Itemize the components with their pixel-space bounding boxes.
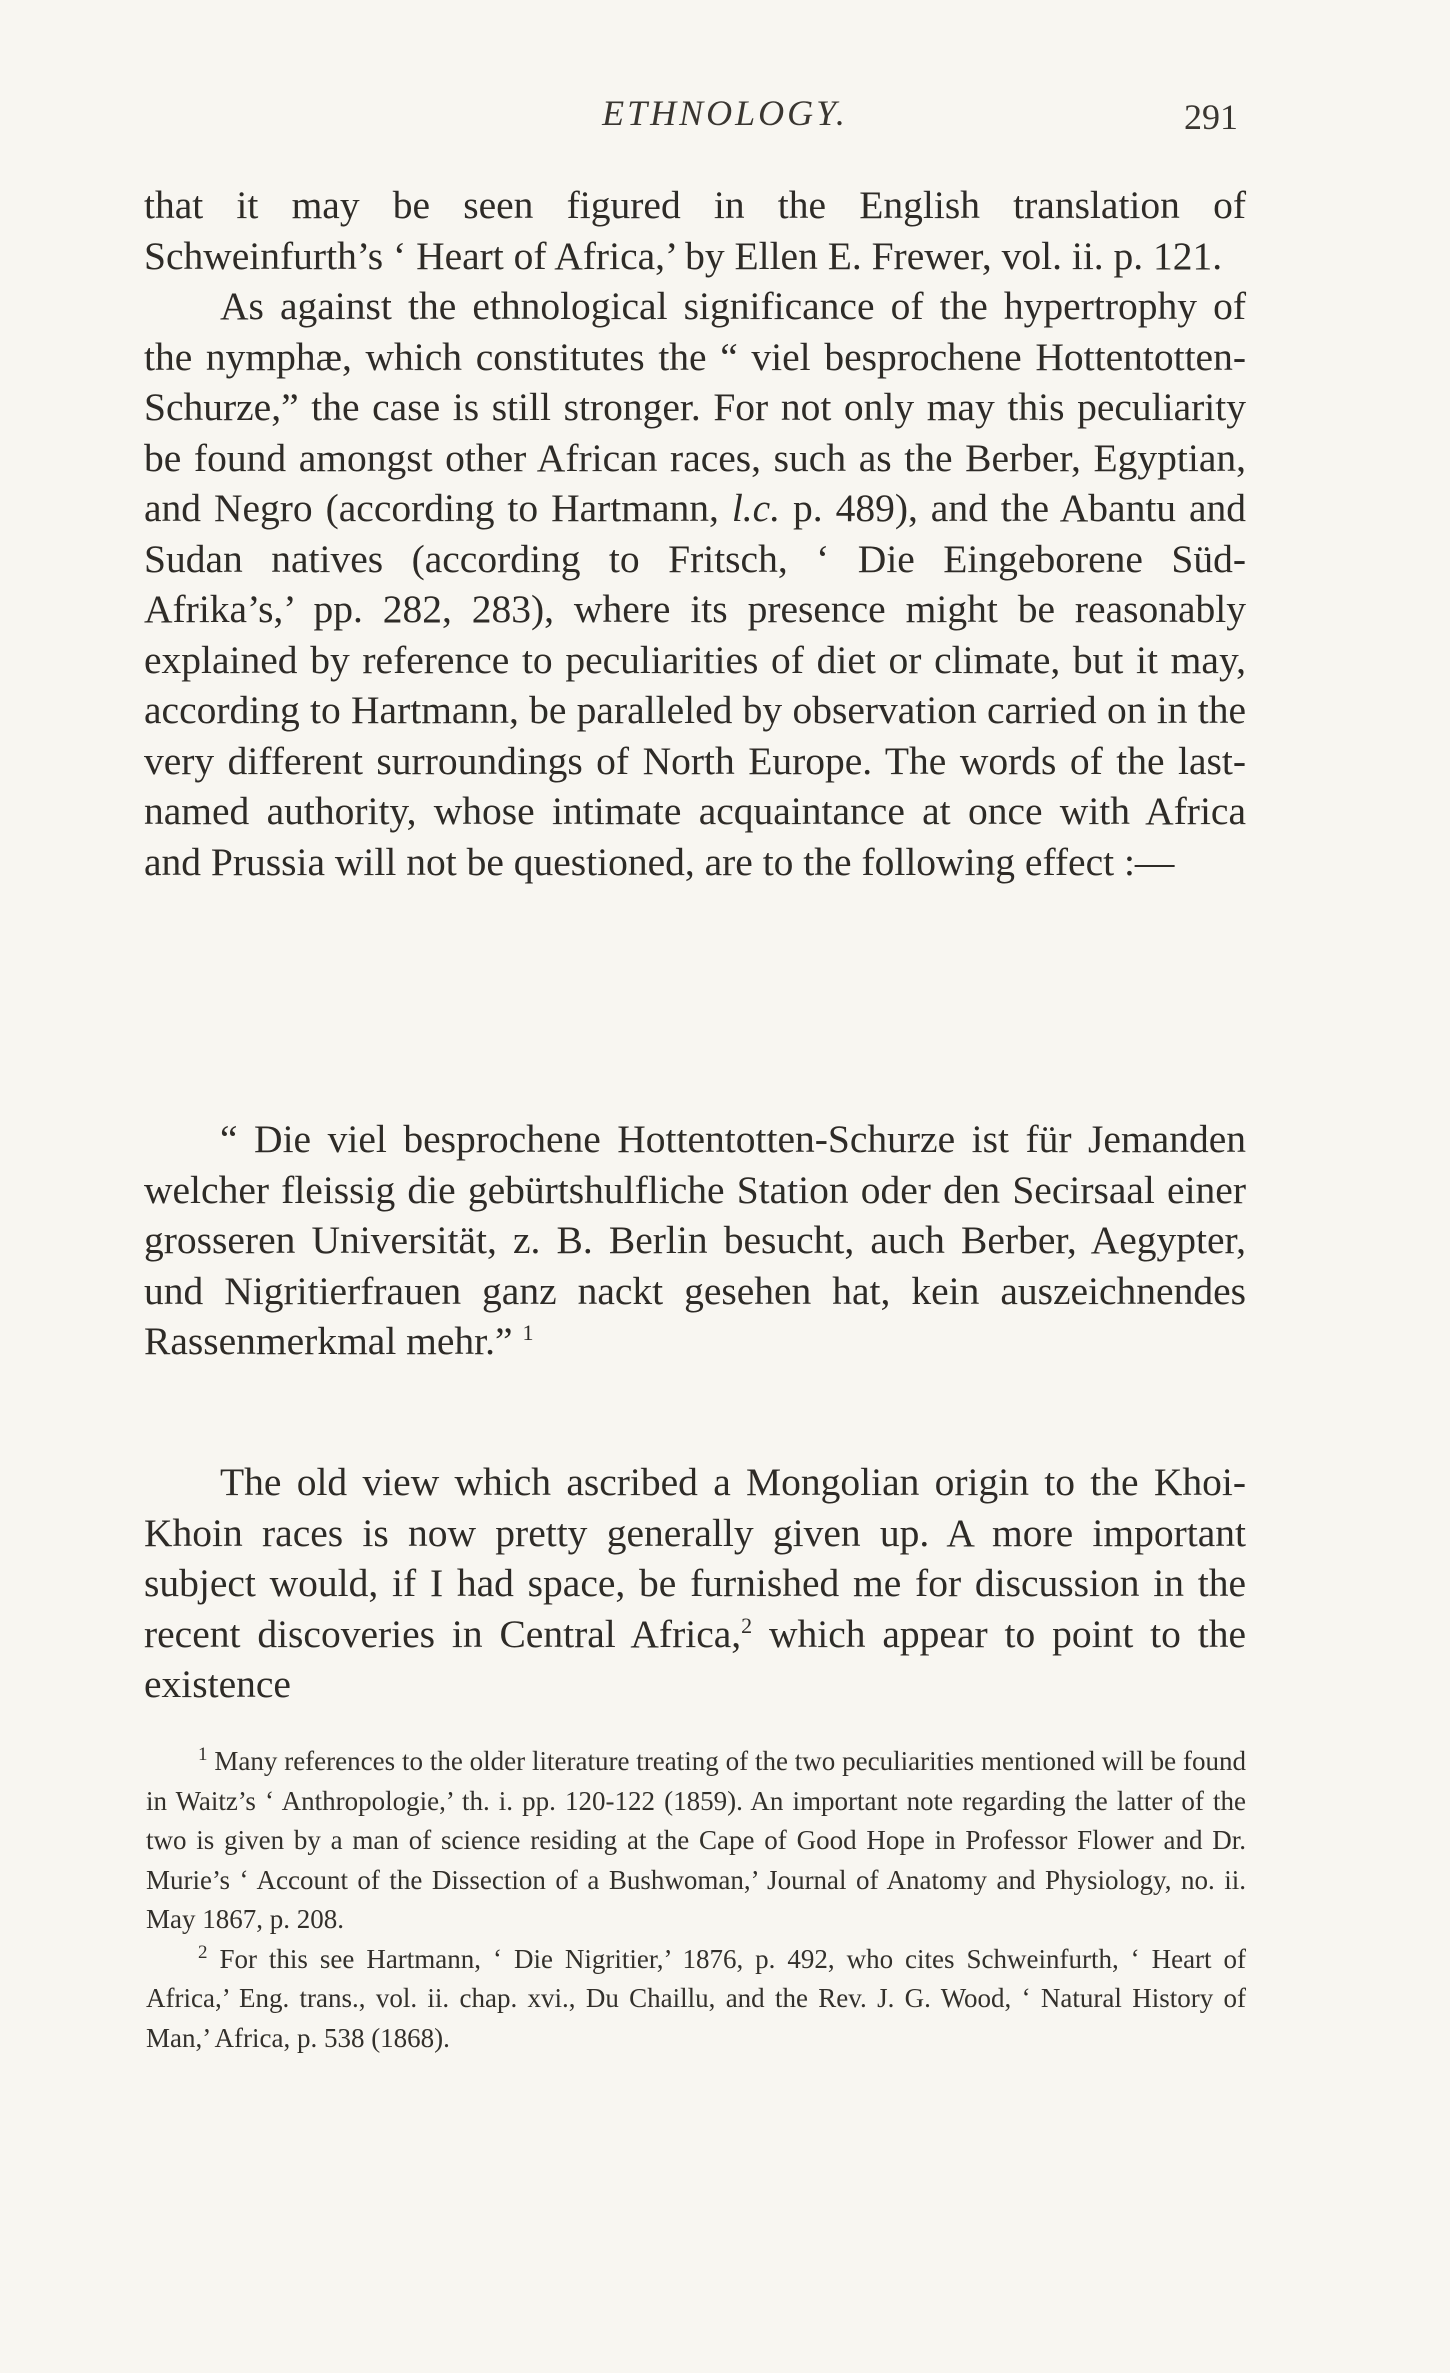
paragraph-text: As against the ethnological significance of the hypertrophy of the nymphæ, which constitutes the “ viel besprochene Hottentotten-Schurze,” the case is still stronger. For not only may this peculiarity be found amongst other African races, such as the Berber, Egyptian, and Negro (according to Hartmann, (144, 284, 1246, 530)
paragraph-nymphae (144, 281, 1246, 887)
quotation-paragraph (144, 1114, 1246, 1367)
footnote-marker: 1 (198, 1744, 208, 1765)
footnote-1 (146, 1742, 1246, 1940)
paragraph-continuation: that it may be seen figured in the English translation of Schweinfurth’s ‘ Heart of Africa,’ by Ellen E. Frewer, vol. ii. p. 121. (144, 183, 1246, 278)
paragraph (144, 1457, 1246, 1710)
loc-cit-abbrev: l.c. (731, 486, 781, 530)
paragraph-text: which appear to point to the existence (144, 1611, 1246, 1706)
page-number: 291 (1184, 97, 1238, 137)
running-title: ETHNOLOGY. (602, 93, 848, 133)
paragraph-text: The old view which ascribed a Mongolian origin to the Khoi-Khoin races is now pretty generally given up. A more important subject would, if I had space, be furnished me for discussion in the recent discoveries in Central Africa, (144, 1460, 1246, 1656)
footnote-ref-2[interactable]: 2 (741, 1612, 753, 1638)
footnote-text: For this see Hartmann, ‘ Die Nigritier,’ 1876, p. 492, who cites Schweinfurth, ‘ Heart of Africa,’ Eng. trans., vol. ii. chap. xvi., Du Chaillu, and the Rev. J. G. Wood, ‘ Natural History of Man,’ Africa, p. 538 (1868). (146, 1943, 1247, 2053)
paragraph-text: p. 489), and the Abantu and Sudan natives (according to Fritsch, ‘ Die Eingeborene Süd-Afrika’s,’ pp. 282, 283), where its presence might be reasonably explained by reference to peculiarities of diet or climate, but it may, according to Hartmann, be paralleled by observation carried on in the very different surroundings of North Europe. The words of the last-named authority, whose intimate acquaintance at once with Africa and Prussia will not be questioned, are to the following effect :— (144, 486, 1247, 884)
footnotes-section (146, 1742, 1246, 2058)
footnote-marker: 2 (198, 1941, 208, 1963)
footnote-ref-1[interactable]: 1 (522, 1320, 534, 1345)
footnote-text: Many references to the older literature treating of the two peculiarities mentioned will be found in Waitz’s ‘ Anthropologie,’ th. i. pp. 120-122 (1859). An important note regarding the latter of the two is given by a man of science residing at the Cape of Good Hope in Professor Flower and Dr. Murie’s ‘ Account of the Dissection of a Bushwoman,’ Journal of Anatomy and Physiology, no. ii. May 1867, p. 208. (146, 1746, 1246, 1934)
paragraph-mongolian-origin (144, 1457, 1246, 1710)
footnote-2 (146, 1940, 1246, 2059)
quotation-text: “ Die viel besprochene Hottentotten-Schurze ist für Jemanden welcher fleissig die gebürtshulfliche Station oder den Secirsaal einer grosseren Universität, z. B. Berlin besucht, auch Berber, Aegypter, und Nigritierfrauen ganz nackt gesehen hat, kein auszeichnendes Rassenmerkmal mehr.” (144, 1117, 1246, 1363)
main-text-block (144, 180, 1246, 887)
german-quotation (144, 1114, 1246, 1367)
